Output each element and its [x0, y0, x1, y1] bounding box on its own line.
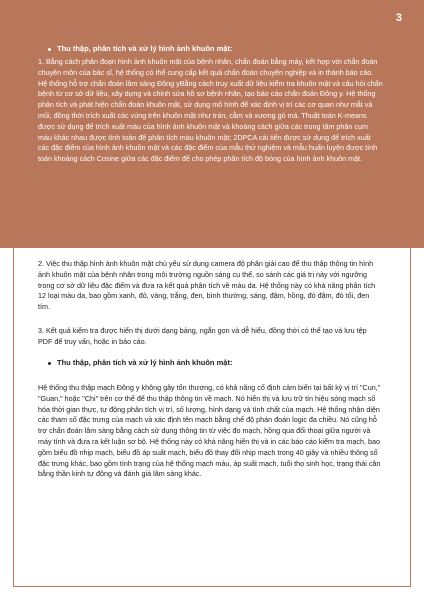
- bullet-icon: [48, 362, 51, 365]
- border-left: [13, 248, 14, 586]
- section-heading-1-text: Thu thập, phân tích và xử lý hình ảnh khuôn mặt:: [57, 44, 233, 53]
- page-number: 3: [395, 12, 402, 24]
- paragraph-4: Hệ thống thu thập mạch Đông y không gây tổn thương, có khả năng cố định cảm biến tại bất kỳ vị trí "Cun," "Guan," hoặc "Chi" trên cơ thể để thu thập thông tin về mạch. Nó hiển thị và lưu trữ tín hiệu sóng mạch số hóa thời gian thực, tự động phân tích vị trí, số lượng, hình dạng và tình chất của mạch. Hệ thống nhận diện các tham số đặc trưng của mạch và xác định tên mạch bằng chế độ phán đoán logic đa chiều. Nó cũng hỗ trợ chẩn đoán lâm sàng bằng cách sử dụng thông tin từ việc đo mạch, hồng qua đối thoại giữa người và máy tính và đưa ra kết luận sơ bộ. Hệ thống này có khả năng hiển thị và in các báo cáo kiểm tra mạch, bao gồm biểu đồ nhịp mạch, biểu đồ áp suất mạch, biểu đồ thay đổi nhịp mạch trong 40 giây và nhiều thông số đặc trưng khác, bao gồm tính trạng của hệ thống mạch máu, áp suất mạch, tuổi thọ sinh học, trạng thái cân bằng thần kinh tự động và đánh giá lâm sàng khác.: [38, 383, 381, 479]
- section-heading-2: [48, 358, 232, 367]
- border-bottom: [13, 586, 411, 587]
- border-right: [410, 248, 411, 586]
- paragraph-1: 1. Bằng cách phân đoạn hình ảnh khuôn mặt của bệnh nhân, chẩn đoán bằng máy, kết hợp với chẩn đoán chuyên môn của bác sĩ, hệ thống có thể cung cấp kết quả chẩn đoán chuyên nghiệp và in thành báo cáo. Hệ thống hỗ trợ chẩn đoán lâm sàng Đông yBằng cách truy xuất dữ liệu kiểm tra khuôn mặt và câu hỏi chẩn bệnh từ cơ sở dữ liệu, xây dựng và chỉnh sửa hồ sơ bệnh nhân, tạo báo cáo chẩn đoán Đông y. Hệ thống phân tích và phát hiện chẩn đoán khuôn mặt, sử dụng mô hình để xác định vị trí các cơ quan như mắt và mũi, đồng thời trích xuất các vùng trên khuôn mặt như trán, cằm và xương gò má. Thuật toán K-means được sử dụng để trích xuất màu của hình ảnh khuôn mặt và khoảng cách giữa các trung tâm phân cụm màu khác nhau được tính toán để phân tích màu khuôn mặt; 2DPCA cải tiến được sử dụng để trích xuất các đặc điểm của hình ảnh khuôn mặt và các đặc điểm của mẫu thử nghiệm và mẫu huấn luyện được tính toán khoảng cách Cosine giữa các đặc điểm để cho phép phân tích độ bóng của hình ảnh khuôn mặt.: [38, 57, 383, 164]
- section-heading-1: [48, 44, 232, 53]
- paragraph-3: 3. Kết quả kiểm tra được hiển thị dưới dạng bảng, ngắn gọn và dễ hiểu, đồng thời có thể tạo và lưu tệp PDF để truy vấn, hoặc in báo cáo.: [38, 326, 367, 346]
- paragraph-2: 2. Việc thu thập hình ảnh khuôn mặt chủ yếu sử dụng camera độ phân giải cao để thu thập thông tin hình ảnh khuôn mặt của bệnh nhân trong môi trường nguồn sáng cụ thể, so sánh các giá trị này với ngưỡng trong cơ sở dữ liệu đặc điểm và đưa ra kết quả phân tích về màu da. Hệ thống này có khả năng phân tích 12 loại màu da, bao gồm xanh, đỏ, vàng, trắng, đen, bình thường, sáng, đậm, hồng, đỏ đậm, đỏ tối, đen tím.: [38, 259, 376, 312]
- section-heading-2-text: Thu thập, phân tích và xử lý hình ảnh khuôn mặt:: [57, 358, 233, 367]
- bullet-icon: [48, 48, 51, 51]
